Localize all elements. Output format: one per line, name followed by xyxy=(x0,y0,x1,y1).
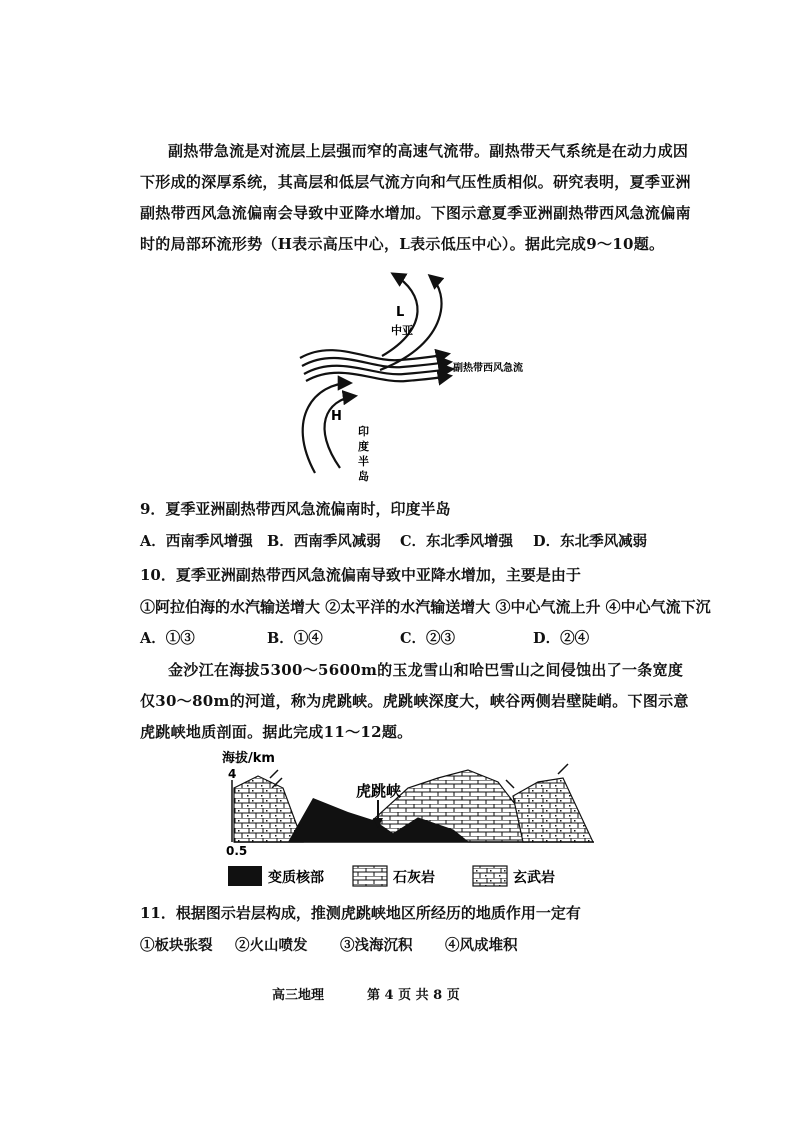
q11-item-4: ④风成堆积 xyxy=(445,937,518,954)
jet-line-4 xyxy=(306,373,450,382)
geologic-cross-section xyxy=(218,748,608,898)
footer-page-number: 第 4 页 共 8 页 xyxy=(367,988,460,1003)
q9-option-a[interactable]: A．西南季风增强 xyxy=(140,533,253,550)
footer-subject: 高三地理 xyxy=(272,988,325,1003)
question-10-items: ①阿拉伯海的水汽输送增大 ②太平洋的水汽输送增大 ③中心气流上升 ④中心气流下沉 xyxy=(140,598,711,616)
low-region-label: 中亚 xyxy=(391,324,413,337)
high-pressure-symbol: H xyxy=(331,409,342,424)
basalt-right xyxy=(513,778,593,842)
question-9-stem: 9．夏季亚洲副热带西风急流偏南时，印度半岛 xyxy=(140,500,451,518)
legend-metamorphic: 变质核部 xyxy=(268,870,324,886)
legend-basalt: 玄武岩 xyxy=(513,870,555,886)
high-pressure-arc-outer xyxy=(303,383,350,473)
q10-option-d[interactable]: D．②④ xyxy=(533,630,590,647)
q11-item-3: ③浅海沉积 xyxy=(340,937,413,954)
passage-intro-9-10: 副热带急流是对流层上层强而窄的高速气流带。副热带天气系统是在动力成因下形成的深厚系统，其高层和低层气流方向和气压性质相似。研究表明，夏季亚洲副热带西风急流偏南会导致中亚降水增加。下图示意夏季亚洲副热带西风急流偏南时的局部环流形势（H表示高压中心，L表示低压中心）。据此完成9～10题。 xyxy=(140,142,691,253)
passage-intro-11-12: 金沙江在海拔5300～5600m的玉龙雪山和哈巴雪山之间侵蚀出了一条宽度仅30～80m的河道，称为虎跳峡。虎跳峡深度大，峡谷两侧岩壁陡峭。下图示意虎跳峡地质剖面。据此完成11～12题。 xyxy=(140,661,689,741)
y-tick-bottom: 0.5 xyxy=(226,844,248,858)
q9-option-c[interactable]: C．东北季风增强 xyxy=(400,533,514,550)
circulation-diagram xyxy=(290,268,550,488)
q10-option-c[interactable]: C．②③ xyxy=(400,630,456,647)
peninsula-char-3: 半 xyxy=(358,455,369,468)
jet-label: 副热带西风急流 xyxy=(453,363,523,374)
peninsula-char-1: 印 xyxy=(358,425,369,438)
high-pressure-arc-inner xyxy=(325,396,355,468)
q11-item-2: ②火山喷发 xyxy=(235,937,308,954)
gorge-label: 虎跳峡 xyxy=(356,782,402,800)
q10-option-b[interactable]: B．①④ xyxy=(267,630,323,647)
q9-option-b[interactable]: B．西南季风减弱 xyxy=(267,533,381,550)
question-10-stem: 10．夏季亚洲副热带西风急流偏南导致中亚降水增加，主要是由于 xyxy=(140,566,581,584)
question-11-stem: 11．根据图示岩层构成，推测虎跳峡地区所经历的地质作用一定有 xyxy=(140,904,581,922)
q9-option-d[interactable]: D．东北季风减弱 xyxy=(533,533,648,550)
legend-limestone: 石灰岩 xyxy=(393,870,435,886)
q10-option-a[interactable]: A．①③ xyxy=(140,630,195,647)
axis-label: 海拔/km xyxy=(222,751,275,766)
y-tick-top: 4 xyxy=(228,767,237,781)
peninsula-char-2: 度 xyxy=(358,440,369,453)
low-pressure-symbol: L xyxy=(396,305,405,320)
q11-item-1: ①板块张裂 xyxy=(140,937,213,954)
peninsula-char-4: 岛 xyxy=(358,470,369,483)
basalt-left xyxy=(234,776,303,842)
